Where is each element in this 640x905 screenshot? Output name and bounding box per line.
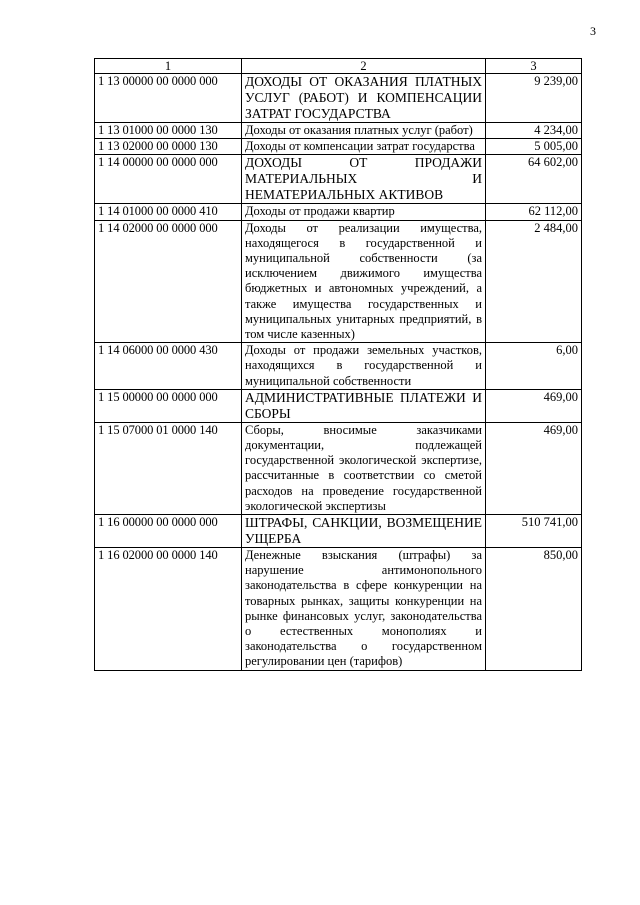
- table-header-row: [95, 59, 582, 74]
- amount-cell: 9 239,00: [486, 74, 582, 123]
- table-row: [95, 389, 582, 422]
- revenue-name-cell: ШТРАФЫ, САНКЦИИ, ВОЗМЕЩЕНИЕ УЩЕРБА: [242, 515, 486, 548]
- column-header-code: 1: [95, 59, 242, 74]
- amount-cell: 64 602,00: [486, 155, 582, 204]
- budget-code-cell: 1 13 01000 00 0000 130: [95, 123, 242, 139]
- table-row: [95, 220, 582, 343]
- table-row: [95, 422, 582, 514]
- revenue-name-cell: Доходы от компенсации затрат государства: [242, 139, 486, 155]
- amount-cell: 469,00: [486, 389, 582, 422]
- amount-cell: 850,00: [486, 548, 582, 671]
- budget-code-cell: 1 15 00000 00 0000 000: [95, 389, 242, 422]
- budget-code-cell: 1 14 02000 00 0000 000: [95, 220, 242, 343]
- amount-cell: 510 741,00: [486, 515, 582, 548]
- amount-cell: 469,00: [486, 422, 582, 514]
- table-row: [95, 74, 582, 123]
- table-body: [95, 74, 582, 671]
- revenue-name-cell: Доходы от продажи квартир: [242, 204, 486, 220]
- revenue-table: [94, 58, 582, 671]
- revenue-name-cell: ДОХОДЫ ОТ ОКАЗАНИЯ ПЛАТНЫХ УСЛУГ (РАБОТ) И КОМПЕНСАЦИИ ЗАТРАТ ГОСУДАРСТВА: [242, 74, 486, 123]
- revenue-name-cell: Денежные взыскания (штрафы) за нарушение антимонопольного законодательства в сфере конкуренции на товарных рынках, защиты конкуренции на рынке финансовых услуг, законодательства о естественных монополиях и законодательства о государственном регулировании цен (тарифов): [242, 548, 486, 671]
- table-row: [95, 155, 582, 204]
- budget-code-cell: 1 16 02000 00 0000 140: [95, 548, 242, 671]
- column-header-sum: 3: [486, 59, 582, 74]
- budget-code-cell: 1 15 07000 01 0000 140: [95, 422, 242, 514]
- table-row: [95, 515, 582, 548]
- budget-code-cell: 1 14 01000 00 0000 410: [95, 204, 242, 220]
- table-row: [95, 204, 582, 220]
- revenue-name-cell: АДМИНИСТРАТИВНЫЕ ПЛАТЕЖИ И СБОРЫ: [242, 389, 486, 422]
- budget-code-cell: 1 13 02000 00 0000 130: [95, 139, 242, 155]
- budget-code-cell: 1 13 00000 00 0000 000: [95, 74, 242, 123]
- column-header-name: 2: [242, 59, 486, 74]
- amount-cell: 5 005,00: [486, 139, 582, 155]
- revenue-name-cell: ДОХОДЫ ОТ ПРОДАЖИ МАТЕРИАЛЬНЫХ И НЕМАТЕРИАЛЬНЫХ АКТИВОВ: [242, 155, 486, 204]
- revenue-name-cell: Доходы от оказания платных услуг (работ): [242, 123, 486, 139]
- amount-cell: 62 112,00: [486, 204, 582, 220]
- page-number: 3: [590, 24, 596, 38]
- revenue-name-cell: Доходы от продажи земельных участков, находящихся в государственной и муниципальной собственности: [242, 343, 486, 390]
- amount-cell: 4 234,00: [486, 123, 582, 139]
- table-row: [95, 139, 582, 155]
- budget-code-cell: 1 14 00000 00 0000 000: [95, 155, 242, 204]
- amount-cell: 2 484,00: [486, 220, 582, 343]
- amount-cell: 6,00: [486, 343, 582, 390]
- budget-code-cell: 1 16 00000 00 0000 000: [95, 515, 242, 548]
- table-row: [95, 548, 582, 671]
- revenue-name-cell: Доходы от реализации имущества, находящегося в государственной и муниципальной собственности (за исключением движимого имущества бюджетных и автономных учреждений, а также имущества государственных и муниципальных унитарных предприятий, в том числе казенных): [242, 220, 486, 343]
- revenue-name-cell: Сборы, вносимые заказчиками документации, подлежащей государственной экологической экспертизе, рассчитанные в соответствии со сметой расходов на проведение государственной экологической экспертизы: [242, 422, 486, 514]
- table-row: [95, 343, 582, 390]
- budget-code-cell: 1 14 06000 00 0000 430: [95, 343, 242, 390]
- table-header: [95, 59, 582, 74]
- table-row: [95, 123, 582, 139]
